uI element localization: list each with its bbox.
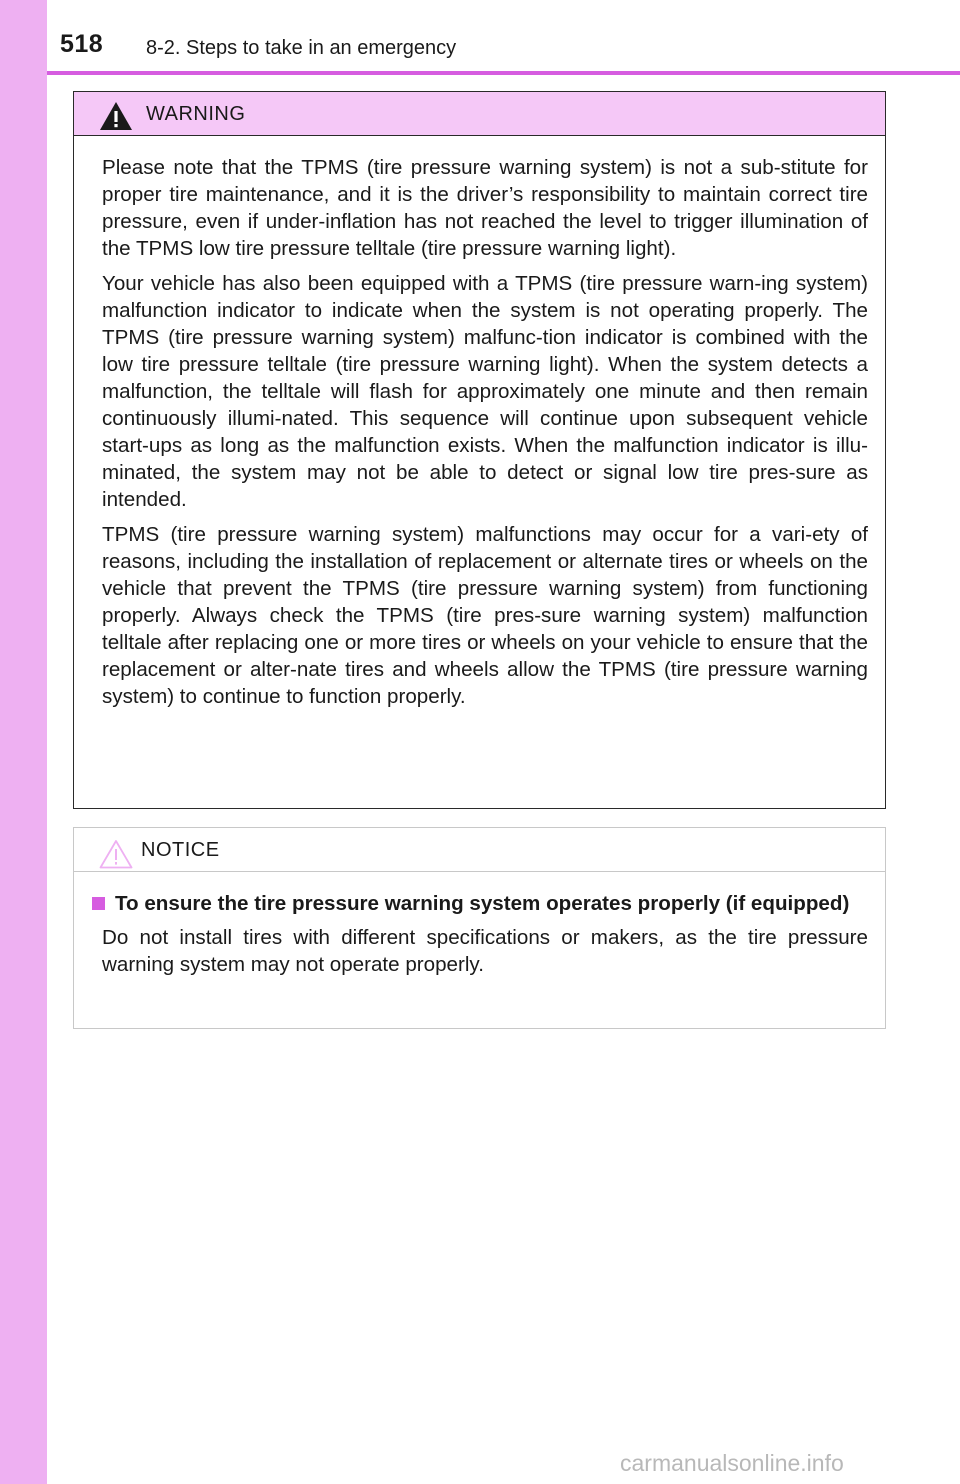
warning-header — [74, 92, 885, 136]
warning-triangle-icon — [98, 100, 134, 132]
warning-paragraph: Your vehicle has also been equipped with a TPMS (tire pressure warn-ing system) malfunction indicator to indicate when the system is not operating properly. The TPMS (tire pressure warning system) malfunc-tion indicator is combined with the low tire pressure telltale (tire pressure warning light). When the system detects a malfunction, the telltale will flash for approximately one minute and then remain continuously illumi-nated. This sequence will continue upon subsequent vehicle start-ups as long as the malfunction exists. When the malfunction indicator is illu-minated, the system may not be able to detect or signal low tire pres-sure as intended. — [102, 272, 868, 511]
page-number: 518 — [60, 30, 104, 58]
square-bullet-icon — [92, 897, 105, 910]
section-title: 8-2. Steps to take in an emergency — [146, 37, 457, 59]
notice-heading — [92, 890, 868, 917]
notice-heading-text: To ensure the tire pressure warning system operates properly (if equipped) — [115, 892, 850, 915]
footer-watermark: carmanualsonline.info — [620, 1450, 844, 1476]
warning-box — [73, 91, 886, 809]
warning-paragraph: TPMS (tire pressure warning system) malfunctions may occur for a vari-ety of reasons, including the installation of replacement or alternate tires or wheels on the vehicle that prevent the TPMS (tire pressure warning system) from functioning properly. Always check the TPMS (tire pres-sure warning system) malfunction telltale after replacing one or more tires or wheels on your vehicle to ensure that the replacement or alter-nate tires and wheels allow the TPMS (tire pressure warning system) to continue to function properly. — [102, 523, 868, 708]
header-divider — [47, 71, 960, 75]
warning-label: WARNING — [146, 103, 246, 125]
notice-label: NOTICE — [141, 839, 220, 861]
notice-header — [74, 828, 885, 872]
notice-body — [74, 872, 885, 978]
caution-triangle-outline-icon — [98, 838, 134, 870]
warning-paragraph: Please note that the TPMS (tire pressure warning system) is not a sub-stitute for proper tire maintenance, and it is the driver’s responsibility to maintain correct tire pressure, even if under-inflation has not reached the level to trigger illumination of the TPMS low tire pressure telltale (tire pressure warning light). — [102, 156, 868, 260]
side-tab-bar — [0, 0, 47, 1484]
notice-text: Do not install tires with different specifications or makers, as the tire pressure warning system may not operate properly. — [102, 926, 868, 976]
notice-box — [73, 827, 886, 1029]
warning-body — [74, 136, 885, 710]
